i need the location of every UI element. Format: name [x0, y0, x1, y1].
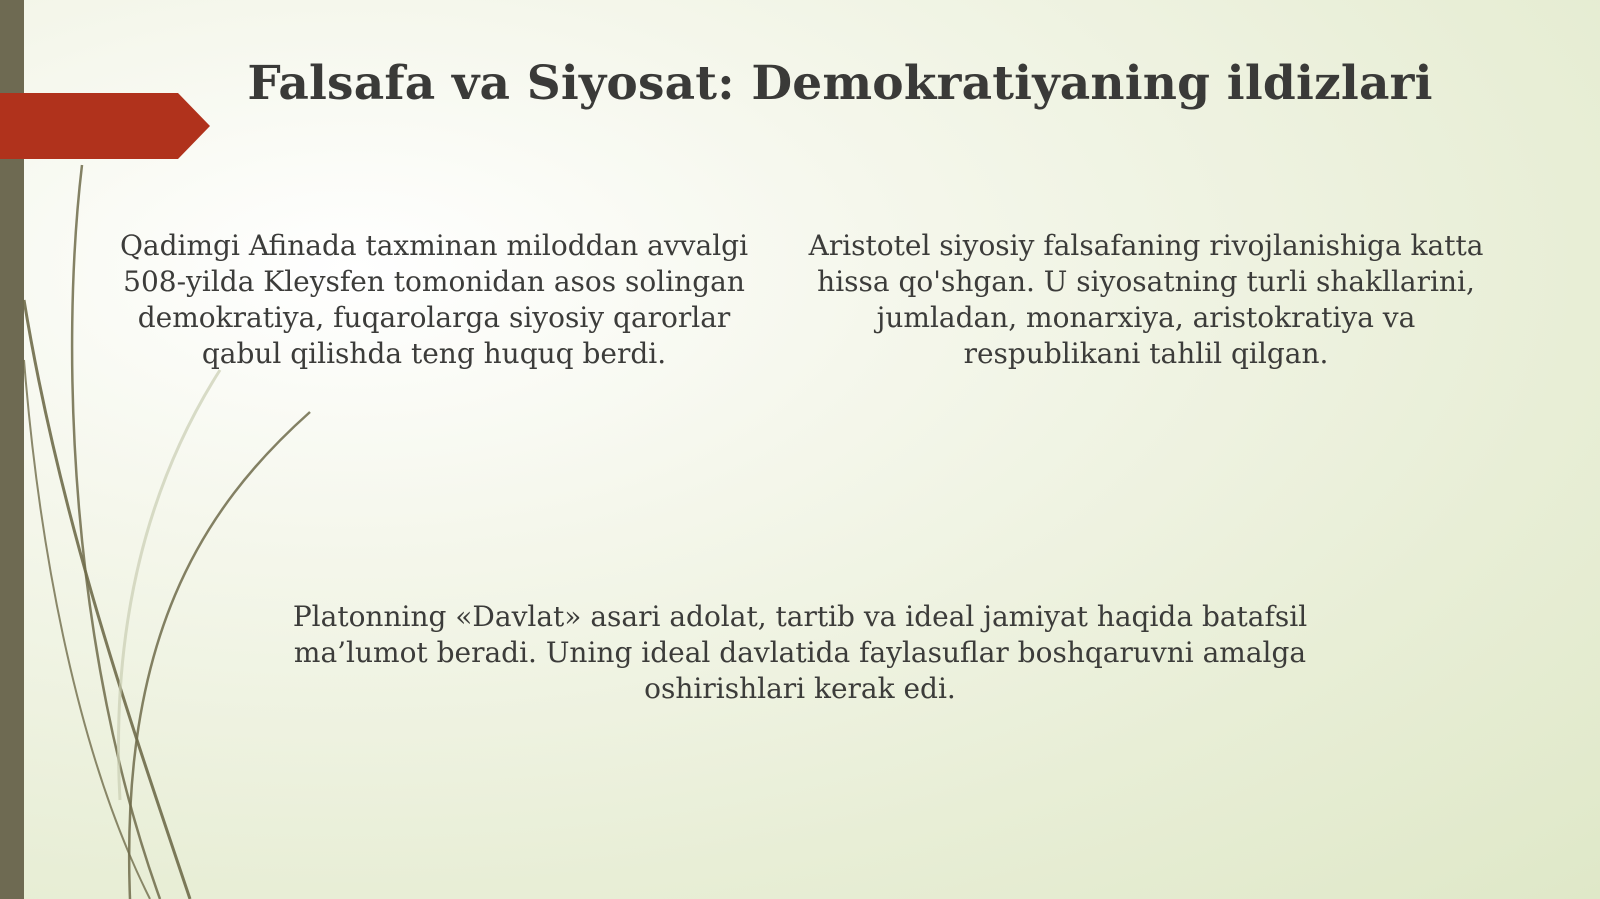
- paragraph-democracy: Qadimgi Afinada taxminan miloddan avvalgi 508-yilda Kleysfen tomonidan asos solingan demokratiya, fuqarolarga siyosiy qarorlar qabul qilishda teng huquq berdi.: [119, 229, 749, 370]
- paragraph-aristotle: Aristotel siyosiy falsafaning rivojlanishiga katta hissa qo'shgan. U siyosatning turli shakllarini, jumladan, monarxiya, aristokratiya va respublikani tahlil qilgan.: [808, 229, 1484, 370]
- red-arrow-tag: [0, 93, 210, 159]
- slide-title: Falsafa va Siyosat: Demokratiyaning ildizlari: [247, 56, 1433, 111]
- paragraph-plato: Platonning «Davlat» asari adolat, tartib va ideal jamiyat haqida batafsil ma’lumot beradi. Uning ideal davlatida faylasuflar boshqaruvni amalga oshirishlari kerak edi.: [292, 600, 1308, 705]
